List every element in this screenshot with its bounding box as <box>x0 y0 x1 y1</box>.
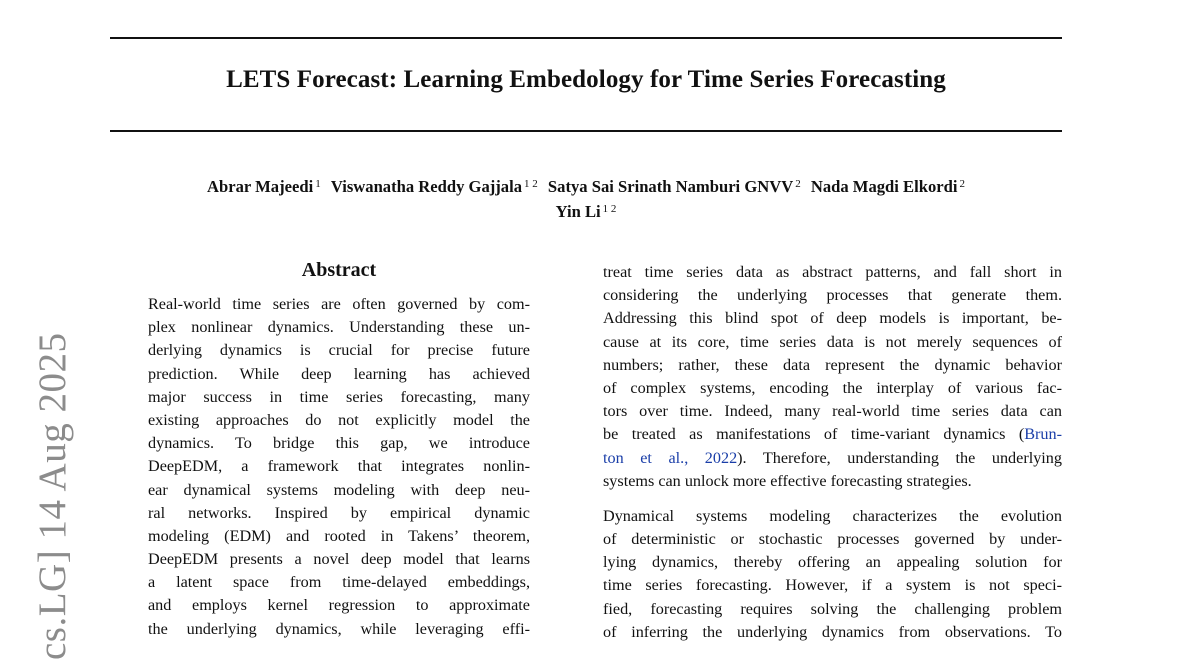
body-text: ). Therefore, understanding the underlying <box>737 448 1062 467</box>
abstract-line: prediction. While deep learning has achieved <box>148 364 530 383</box>
body-line: Dynamical systems modeling characterizes the evolution <box>603 506 1062 525</box>
body-line: of deterministic or stochastic processes governed by under- <box>603 530 1062 549</box>
author-list <box>110 173 1062 223</box>
body-line: time series forecasting. However, if a system is not speci- <box>603 576 1062 595</box>
author-name: Yin Li <box>555 202 601 221</box>
body-line: numbers; rather, these data represent the dynamic behavior <box>603 355 1062 374</box>
author-affiliation: 1 <box>315 178 321 190</box>
intro-paragraph-2 <box>603 505 1062 644</box>
abstract-line: and employs kernel regression to approximate <box>148 596 530 615</box>
title-bottom-rule <box>110 130 1062 132</box>
author-name: Nada Magdi Elkordi <box>810 177 958 196</box>
intro-paragraph-1 <box>603 261 1062 493</box>
body-line <box>603 423 1062 446</box>
body-line: fied, forecasting requires solving the challenging problem <box>603 599 1062 618</box>
abstract-line: Real-world time series are often governed by com- <box>148 295 530 313</box>
title-top-rule <box>110 37 1062 39</box>
body-line: cause at its core, time series data is not merely sequences of <box>603 332 1062 351</box>
abstract-line: DeepEDM presents a novel deep model that learns <box>148 550 530 569</box>
abstract-line: the underlying dynamics, while leveraging effi- <box>148 619 530 638</box>
author-name: Viswanatha Reddy Gajjala <box>330 177 523 196</box>
abstract-heading: Abstract <box>301 259 377 281</box>
abstract-line: existing approaches do not explicitly model the <box>148 410 530 429</box>
body-line <box>603 447 1062 470</box>
body-line: Addressing this blind spot of deep models is important, be- <box>603 309 1062 328</box>
body-line: of inferring the underlying dynamics from observations. To <box>603 622 1062 641</box>
author <box>556 202 617 221</box>
author <box>331 177 538 196</box>
abstract-line: plex nonlinear dynamics. Understanding these un- <box>148 318 530 337</box>
citation-link[interactable]: Brun- <box>1024 425 1062 444</box>
abstract-line: modeling (EDM) and rooted in Takens’ theorem, <box>148 526 530 545</box>
author <box>207 177 321 196</box>
abstract-line: dynamics. To bridge this gap, we introduce <box>148 434 530 453</box>
abstract-line: major success in time series forecasting, many <box>148 387 530 406</box>
body-line: lying dynamics, thereby offering an appealing solution for <box>603 553 1062 572</box>
author <box>548 177 801 196</box>
author-affiliation: 1 2 <box>602 203 617 215</box>
author-affiliation: 2 <box>959 178 965 190</box>
body-line: systems can unlock more effective forecasting strategies. <box>603 471 972 490</box>
abstract-line: ear dynamical systems modeling with deep neu- <box>148 480 530 499</box>
paper-title: LETS Forecast: Learning Embedology for Time Series Forecasting <box>226 66 946 93</box>
author-name: Abrar Majeedi <box>207 177 314 196</box>
body-text: be treated as manifestations of time-variant dynamics ( <box>603 425 1025 444</box>
author-name: Satya Sai Srinath Namburi GNVV <box>547 177 794 196</box>
body-line: treat time series data as abstract patterns, and fall short in <box>603 263 1062 281</box>
abstract-line: a latent space from time-delayed embeddings, <box>148 573 530 592</box>
author-affiliation: 2 <box>795 178 801 190</box>
body-line: considering the underlying processes that generate them. <box>603 286 1062 305</box>
author <box>811 177 965 196</box>
citation-link[interactable]: ton et al., 2022 <box>603 448 738 467</box>
abstract-line: derlying dynamics is crucial for precise future <box>148 341 530 360</box>
body-line: tors over time. Indeed, many real-world time series data can <box>603 402 1062 421</box>
body-line: of complex systems, encoding the interplay of various fac- <box>603 378 1062 397</box>
abstract-line: DeepEDM, a framework that integrates nonlin- <box>148 457 530 476</box>
intro-body <box>603 261 1062 644</box>
abstract-line: ral networks. Inspired by empirical dynamic <box>148 503 530 522</box>
author-affiliation: 1 2 <box>524 178 538 190</box>
abstract-body <box>148 293 530 641</box>
arxiv-watermark: cs.LG] 14 Aug 2025 <box>31 332 74 660</box>
